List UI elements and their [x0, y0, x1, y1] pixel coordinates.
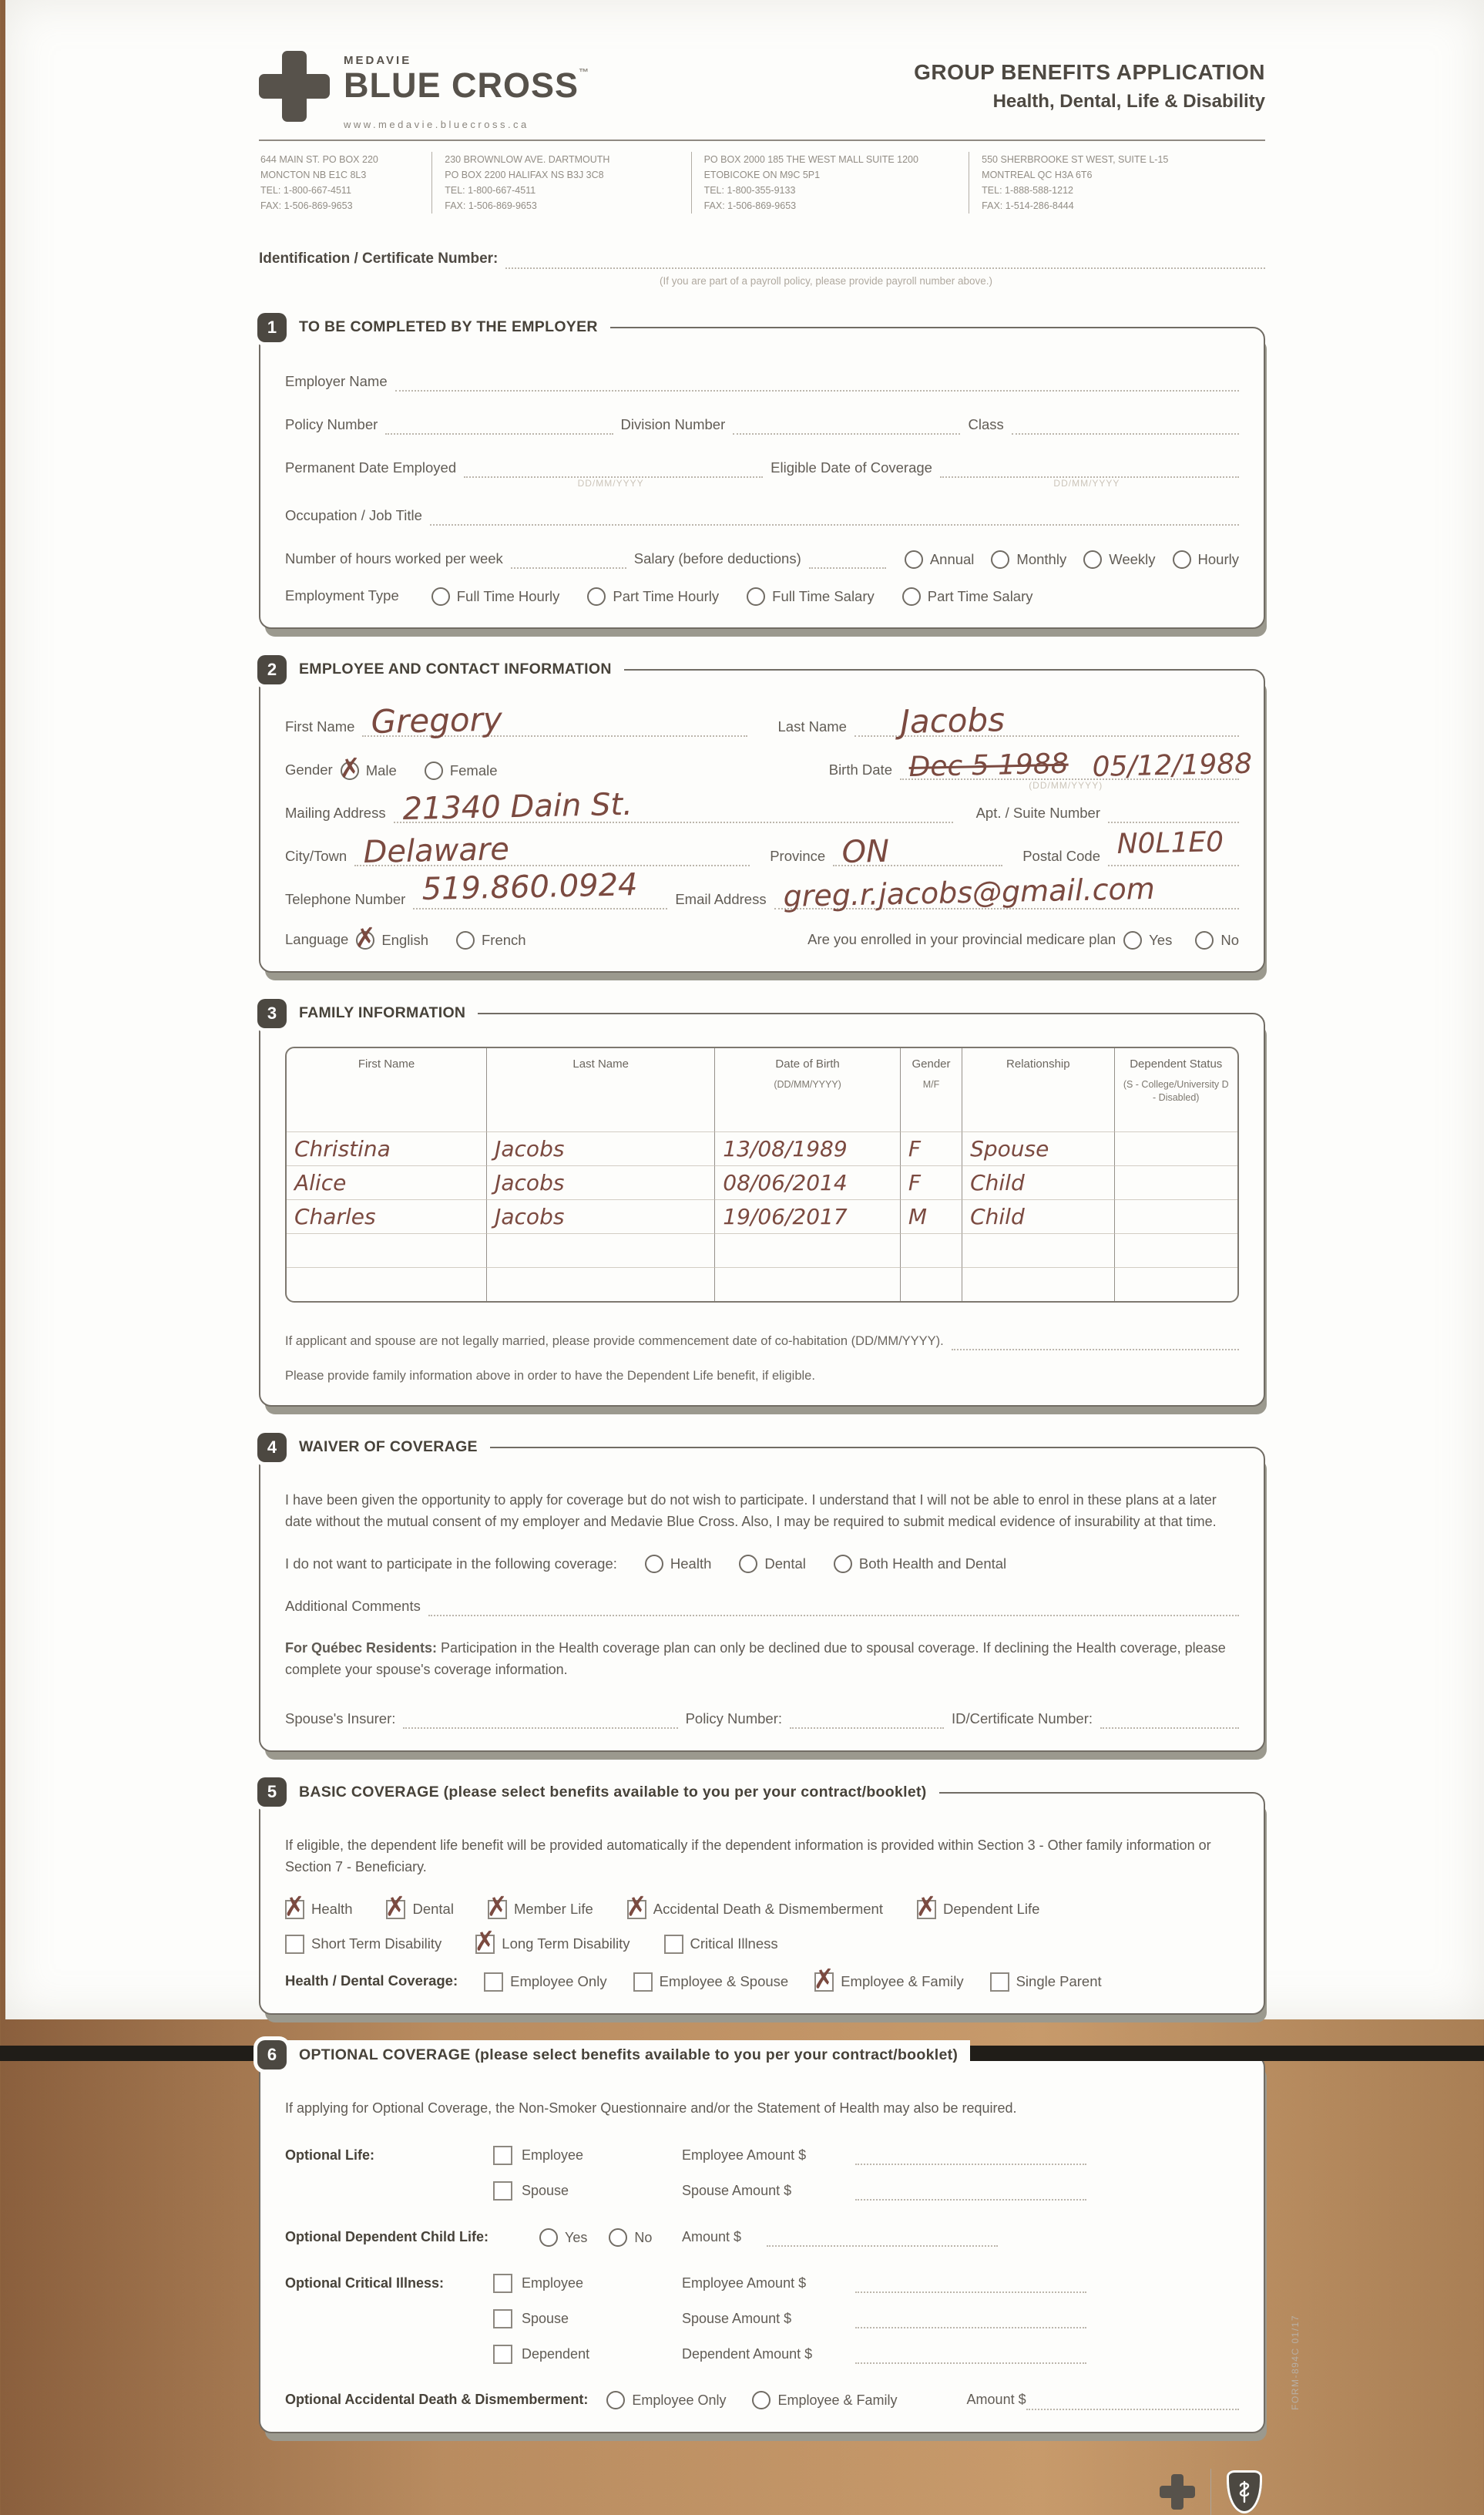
form-title: GROUP BENEFITS APPLICATION [914, 60, 1265, 84]
checkbox-ci-spouse[interactable] [493, 2309, 512, 2328]
family-table [285, 1047, 1239, 1303]
child-life-yes-option[interactable]: Yes [539, 2228, 587, 2247]
checkbox-ol-employee[interactable] [493, 2146, 512, 2165]
ol-spouse-amount-input[interactable] [855, 2180, 1086, 2201]
form-header [259, 51, 1265, 130]
employment-ft-hourly-option[interactable]: Full Time Hourly [431, 587, 560, 606]
province-value: ON [841, 833, 890, 871]
section-basic-coverage [259, 1782, 1265, 2015]
optional-life-employee-option[interactable]: Employee [493, 2146, 682, 2165]
checkbox-short-term-disability[interactable] [285, 1935, 304, 1954]
decline-both-option[interactable]: Both Health and Dental [834, 1555, 1006, 1573]
section-waiver [259, 1437, 1265, 1752]
radio-annual[interactable] [905, 550, 923, 569]
identification-label: Identification / Certificate Number: [259, 250, 499, 267]
identification-input[interactable] [505, 247, 1265, 269]
section-family-information [259, 1003, 1265, 1407]
family-row-spouse[interactable]: Christina Jacobs 13/08/1989 F Spouse [287, 1131, 1237, 1165]
mailing-address-value: 21340 Dain St. [401, 787, 633, 828]
decline-dental-option[interactable]: Dental [739, 1555, 805, 1573]
identification-row [259, 247, 1265, 269]
ol-employee-amount-input[interactable] [855, 2145, 1086, 2165]
ci-dependent-amount-label: Dependent Amount $ [682, 2346, 813, 2362]
radio-medicare-no[interactable] [1195, 931, 1214, 950]
radio-english[interactable] [353, 922, 378, 955]
radio-child-yes[interactable] [539, 2228, 558, 2247]
language-label: Language [285, 931, 349, 948]
office-moncton: 644 MAIN ST. PO BOX 220 MONCTON NB E1C 8L3 TEL: 1-800-667-4511 FAX: 1-506-869-9653 [260, 154, 378, 212]
english-x-mark: ✗ [353, 922, 378, 955]
telephone-label: Telephone Number [285, 891, 406, 908]
family-row-child-1[interactable]: Alice Jacobs 08/06/2014 F Child [287, 1165, 1237, 1199]
section-6-title: OPTIONAL COVERAGE (please select benefits available to you per your contract/booklet) [287, 2040, 970, 2070]
footer-logos [259, 2469, 1265, 2515]
col-date-of-birth: Date of Birth (DD/MM/YYYY) [714, 1048, 900, 1131]
section-3-title: FAMILY INFORMATION [287, 998, 478, 1028]
basic-member-life-option[interactable]: ✗ Member Life [485, 1890, 593, 1923]
child-life-label: Optional Dependent Child Life: [285, 2229, 489, 2245]
salary-hourly-option[interactable]: Hourly [1173, 550, 1239, 569]
medicare-yes-option[interactable]: Yes [1123, 931, 1172, 950]
section-employer [259, 317, 1265, 629]
radio-decline-dental[interactable] [739, 1555, 757, 1573]
trademark: ™ [579, 66, 590, 78]
brand-bluecross: BLUE CROSS™ [344, 66, 590, 105]
date-format-hint: DD/MM/YYYY [577, 478, 644, 489]
add-employee-only-option[interactable]: Employee Only [606, 2391, 726, 2409]
basic-health-option[interactable]: ✗ Health [282, 1890, 353, 1923]
apt-suite-input[interactable] [1108, 802, 1239, 823]
checkbox-employee-only[interactable] [484, 1972, 503, 1992]
occupation-label: Occupation / Job Title [285, 507, 422, 524]
radio-medicare-yes[interactable] [1123, 931, 1142, 950]
add-amount-input[interactable] [1026, 2390, 1239, 2410]
radio-ft-hourly[interactable] [431, 587, 450, 606]
city-town-input[interactable] [354, 832, 750, 871]
checkbox-dental[interactable]: ✗ [384, 1890, 408, 1923]
birth-date-value: 05/12/1988 [1092, 748, 1253, 784]
section-4-title: WAIVER OF COVERAGE [287, 1432, 490, 1462]
family-row-empty[interactable] [287, 1267, 1237, 1301]
section-2-badge: 2 [257, 655, 287, 684]
last-name-value: Jacobs [900, 701, 1006, 741]
checkbox-critical-illness[interactable] [664, 1935, 683, 1954]
province-input[interactable] [833, 833, 1002, 871]
spouse-policy-input[interactable] [790, 1707, 944, 1729]
employer-name-input[interactable] [395, 370, 1239, 392]
employment-pt-hourly-option[interactable]: Part Time Hourly [587, 587, 719, 606]
province-label: Province [770, 848, 826, 865]
identification-hint: (If you are part of a payroll policy, please provide payroll number above.) [660, 275, 992, 287]
salary-weekly-option[interactable]: Weekly [1083, 550, 1155, 569]
radio-pt-hourly[interactable] [587, 587, 606, 606]
hd-employee-spouse-option[interactable]: Employee & Spouse [633, 1972, 789, 1992]
checkbox-long-term-disability[interactable]: ✗ [472, 1925, 498, 1958]
basic-coverage-note: If eligible, the dependent life benefit will be provided automatically if the dependent information is provided within Section 3 - Other family information or Section 7 - Beneficiary. [285, 1837, 1211, 1874]
gender-female-option[interactable]: Female [425, 762, 498, 780]
spouse-id-label: ID/Certificate Number: [952, 1710, 1093, 1727]
col-relationship: Relationship [962, 1048, 1113, 1131]
ci-employee-amount-label: Employee Amount $ [682, 2275, 807, 2291]
checkbox-employee-family[interactable]: ✗ [811, 1962, 837, 1996]
ci-spouse-amount-label: Spouse Amount $ [682, 2311, 792, 2327]
permanent-date-label: Permanent Date Employed [285, 459, 457, 476]
radio-add-employee-only[interactable] [606, 2391, 625, 2409]
basic-ltd-option[interactable]: ✗ Long Term Disability [472, 1925, 630, 1958]
spouse-policy-label: Policy Number: [685, 1710, 782, 1727]
basic-dental-option[interactable]: ✗ Dental [384, 1890, 454, 1923]
hd-employee-family-option[interactable]: ✗ Employee & Family [811, 1962, 964, 1996]
spouse-insurer-label: Spouse's Insurer: [285, 1710, 396, 1727]
blue-shield-icon [1227, 2470, 1262, 2513]
section-2-title: EMPLOYEE AND CONTACT INFORMATION [287, 654, 624, 684]
postal-code-input[interactable] [1108, 826, 1239, 866]
form-subtitle: Health, Dental, Life & Disability [992, 91, 1265, 112]
add-amount-label: Amount $ [966, 2391, 1026, 2407]
radio-ft-salary[interactable] [747, 587, 765, 606]
checkbox-single-parent[interactable] [990, 1972, 1009, 1992]
radio-weekly[interactable] [1083, 550, 1102, 569]
brand-url: www.medavie.bluecross.ca [344, 119, 529, 131]
family-row-child-2[interactable]: Charles Jacobs 19/06/2017 M Child [287, 1199, 1237, 1233]
section-1-title: TO BE COMPLETED BY THE EMPLOYER [287, 312, 610, 342]
decline-coverage-label: I do not want to participate in the following coverage: [285, 1555, 617, 1572]
checkbox-ci-employee[interactable] [493, 2274, 512, 2293]
division-number-label: Division Number [620, 416, 726, 433]
scanned-form-page [5, 0, 1484, 2411]
ci-dependent-option[interactable]: Dependent [493, 2345, 682, 2364]
add-employee-family-option[interactable]: Employee & Family [752, 2391, 897, 2409]
form-code: FORM-894C 01/17 [1290, 2315, 1301, 2411]
apt-suite-label: Apt. / Suite Number [975, 805, 1100, 822]
brand-block [259, 51, 589, 130]
quebec-residents-label: For Québec Residents: [285, 1640, 438, 1656]
hours-label: Number of hours worked per week [285, 550, 503, 567]
office-etobicoke: PO BOX 2000 185 THE WEST MALL SUITE 1200 ETOBICOKE ON M9C 5P1 TEL: 1-800-355-9133 FAX: 1-506-869-9653 [691, 152, 969, 214]
salary-input[interactable] [809, 547, 886, 569]
optional-life-label: Optional Life: [285, 2147, 374, 2164]
telephone-input[interactable] [413, 867, 667, 910]
family-table-header [287, 1048, 1237, 1131]
section-5-title: BASIC COVERAGE (please select benefits available to you per your contract/booklet) [287, 1777, 939, 1807]
birth-date-input[interactable] [900, 748, 1253, 792]
basic-add-option[interactable]: ✗ Accidental Death & Dismemberment [624, 1890, 883, 1923]
radio-add-employee-family[interactable] [752, 2391, 771, 2409]
salary-label: Salary (before deductions) [633, 550, 801, 567]
hours-input[interactable] [511, 547, 626, 569]
cohabitation-label: If applicant and spouse are not legally married, please provide commencement date of co-habitation (DD/MM/YYYY). [285, 1334, 944, 1349]
salary-annual-option[interactable]: Annual [905, 550, 975, 569]
checkbox-member-life[interactable]: ✗ [485, 1890, 509, 1923]
optional-coverage-note: If applying for Optional Coverage, the Non-Smoker Questionnaire and/or the Statement of Health may also be required. [285, 2100, 1017, 2116]
ci-spouse-option[interactable]: Spouse [493, 2309, 682, 2328]
male-x-mark: ✗ [337, 752, 362, 785]
first-name-value: Gregory [371, 700, 503, 741]
gender-label: Gender [285, 762, 333, 778]
child-life-amount-input[interactable] [767, 2227, 998, 2247]
section-optional-coverage [259, 2045, 1265, 2434]
spouse-id-input[interactable] [1100, 1707, 1239, 1729]
footer-divider [1210, 2469, 1212, 2515]
radio-hourly[interactable] [1173, 550, 1191, 569]
radio-pt-salary[interactable] [902, 587, 921, 606]
radio-decline-both[interactable] [834, 1555, 852, 1573]
radio-child-no[interactable] [609, 2228, 627, 2247]
postal-code-value: N0L1E0 [1116, 826, 1224, 861]
quebec-residents-note: For Québec Residents: Participation in the Health coverage plan can only be declined due to spousal coverage. If declining the Health coverage, please complete your spouse's coverage information. [285, 1640, 1226, 1677]
medicare-no-option[interactable]: No [1195, 931, 1239, 950]
col-dependent-status: Dependent Status (S - College/University D - Disabled) [1114, 1048, 1237, 1131]
section-3-badge: 3 [257, 999, 287, 1028]
ci-spouse-amount-input[interactable] [855, 2308, 1086, 2328]
radio-female[interactable] [425, 762, 443, 780]
checkbox-accidental-death[interactable]: ✗ [624, 1890, 649, 1923]
blue-cross-footer-icon [1160, 2474, 1195, 2510]
checkbox-health[interactable]: ✗ [282, 1890, 307, 1923]
telephone-value: 519.860.0924 [421, 867, 639, 908]
birth-date-label: Birth Date [828, 762, 892, 778]
form-title-block [914, 51, 1265, 113]
col-gender: Gender M/F [900, 1048, 962, 1131]
city-town-label: City/Town [285, 848, 347, 865]
mailing-address-label: Mailing Address [285, 805, 386, 822]
checkbox-ci-dependent[interactable] [493, 2345, 512, 2364]
optional-life-spouse-option[interactable]: Spouse [493, 2181, 682, 2201]
employment-pt-salary-option[interactable]: Part Time Salary [902, 587, 1033, 606]
checkbox-employee-spouse[interactable] [633, 1972, 653, 1992]
dependent-life-note: Please provide family information above in order to have the Dependent Life benefit, if eligible. [285, 1369, 815, 1384]
checkbox-dependent-life[interactable]: ✗ [914, 1890, 938, 1923]
permanent-date-input[interactable] [464, 456, 763, 489]
brand-medavie: MEDAVIE [344, 54, 412, 67]
gender-male-option[interactable]: ✗ Male [337, 752, 397, 785]
language-french-option[interactable]: French [456, 931, 526, 950]
mailing-address-input[interactable] [394, 787, 953, 828]
basic-std-option[interactable]: Short Term Disability [285, 1935, 442, 1954]
section-1-badge: 1 [257, 313, 287, 342]
hd-single-parent-option[interactable]: Single Parent [990, 1972, 1102, 1992]
additional-comments-input[interactable] [428, 1595, 1239, 1616]
basic-dependent-life-option[interactable]: ✗ Dependent Life [914, 1890, 1040, 1923]
first-name-input[interactable] [362, 700, 747, 741]
ol-spouse-amount-label: Spouse Amount $ [682, 2183, 792, 2199]
optional-add-label: Optional Accidental Death & Dismemberment: [285, 2391, 589, 2407]
division-number-input[interactable] [733, 413, 960, 435]
office-montreal: 550 SHERBROOKE ST WEST, SUITE L-15 MONTREAL QC H3A 6T6 TEL: 1-888-588-1212 FAX: 1-514-286-8444 [969, 152, 1265, 214]
email-value: greg.r.jacobs@gmail.com [782, 872, 1155, 914]
date-format-hint: DD/MM/YYYY [1053, 478, 1120, 489]
radio-monthly[interactable] [991, 550, 1009, 569]
ci-employee-option[interactable]: Employee [493, 2274, 682, 2293]
radio-decline-health[interactable] [645, 1555, 663, 1573]
section-6-badge: 6 [257, 2040, 287, 2069]
checkbox-ol-spouse[interactable] [493, 2181, 512, 2201]
critical-illness-label: Optional Critical Illness: [285, 2275, 445, 2291]
employment-type-label: Employment Type [285, 587, 399, 604]
class-input[interactable] [1012, 413, 1239, 435]
language-english-option[interactable]: ✗ English [353, 922, 428, 955]
first-name-label: First Name [285, 718, 355, 735]
last-name-input[interactable] [854, 701, 1239, 741]
ol-employee-amount-label: Employee Amount $ [682, 2147, 807, 2164]
policy-number-label: Policy Number [285, 416, 378, 433]
child-life-no-option[interactable]: No [609, 2228, 652, 2247]
additional-comments-label: Additional Comments [285, 1598, 421, 1615]
city-town-value: Delaware [363, 832, 510, 871]
last-name-label: Last Name [777, 718, 847, 735]
ci-employee-amount-input[interactable] [855, 2273, 1086, 2293]
section-5-badge: 5 [257, 1777, 287, 1807]
blue-cross-logo-icon [259, 51, 330, 122]
employer-name-label: Employer Name [285, 373, 388, 390]
class-label: Class [968, 416, 1004, 433]
ci-dependent-amount-input[interactable] [855, 2344, 1086, 2364]
waiver-paragraph: I have been given the opportunity to apply for coverage but do not wish to participate. I understand that I will not be able to enrol in these plans at a later date without the mutual consent of my employer and Medavie Blue Cross. Also, I may be required to submit medical evidence of insurability at that time. [285, 1492, 1217, 1530]
col-first-name: First Name [358, 1057, 415, 1071]
postal-code-label: Postal Code [1022, 848, 1100, 865]
eligible-date-input[interactable] [940, 456, 1239, 489]
eligible-date-label: Eligible Date of Coverage [771, 459, 932, 476]
cohabitation-input[interactable] [952, 1329, 1239, 1350]
policy-number-input[interactable] [385, 413, 613, 435]
birth-date-crossed-out: Dec 5 1988 [908, 748, 1069, 784]
header-divider [259, 140, 1265, 141]
child-life-amount-label: Amount $ [682, 2229, 742, 2245]
salary-monthly-option[interactable]: Monthly [991, 550, 1066, 569]
hd-employee-only-option[interactable]: Employee Only [484, 1972, 606, 1992]
email-input[interactable] [774, 872, 1239, 914]
hd-coverage-label: Health / Dental Coverage: [285, 1972, 458, 1989]
decline-health-option[interactable]: Health [645, 1555, 711, 1573]
office-dartmouth: 230 BROWNLOW AVE. DARTMOUTH PO BOX 2200 HALIFAX NS B3J 3C8 TEL: 1-800-667-4511 FAX: 1-506-869-9653 [431, 152, 690, 214]
office-addresses [259, 143, 1265, 214]
basic-critical-illness-option[interactable]: Critical Illness [664, 1935, 778, 1954]
section-employee-contact [259, 659, 1265, 973]
spouse-insurer-input[interactable] [403, 1707, 677, 1729]
employment-ft-salary-option[interactable]: Full Time Salary [747, 587, 875, 606]
col-last-name: Last Name [486, 1048, 714, 1131]
email-label: Email Address [675, 891, 767, 908]
medicare-question: Are you enrolled in your provincial medicare plan [807, 931, 1116, 948]
family-row-empty[interactable] [287, 1233, 1237, 1267]
section-4-badge: 4 [257, 1433, 287, 1462]
occupation-input[interactable] [430, 504, 1239, 526]
birth-date-format-hint: (DD/MM/YYYY) [1029, 780, 1103, 792]
radio-male[interactable] [337, 752, 362, 785]
radio-french[interactable] [456, 931, 475, 950]
